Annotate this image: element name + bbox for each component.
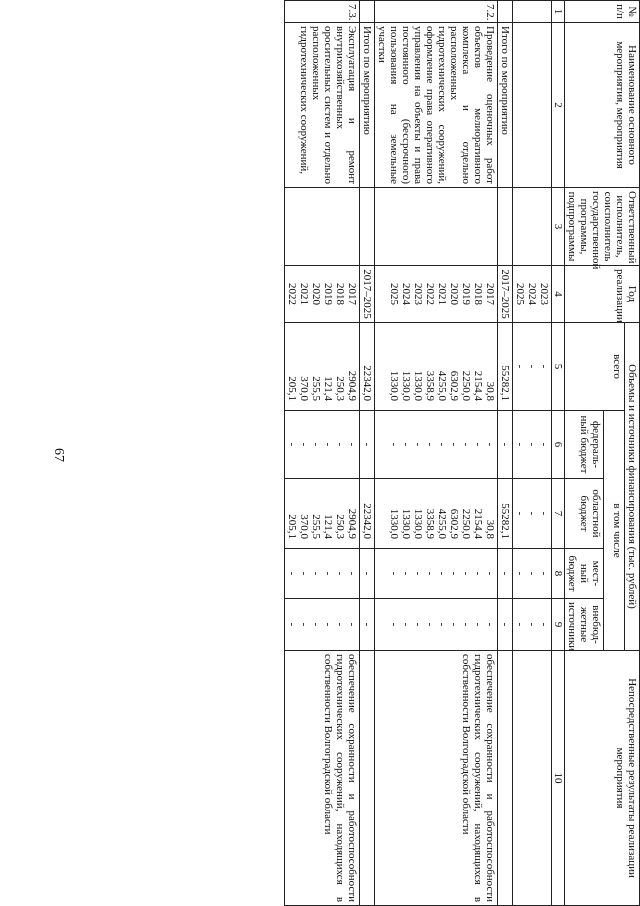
regional-values bbox=[375, 479, 498, 549]
cell-value: 3358,9 bbox=[424, 370, 436, 401]
federal-values bbox=[513, 411, 552, 479]
column-number: 3 bbox=[552, 188, 565, 266]
activity-name: Проведение оценочных работ объектов мелиоративного комплекса и отдельно расположенных гидротехнических сооружений, оформление права оперативного управления на объекты и права постоянного (бессрочного) пользования на земельные участки bbox=[375, 23, 498, 188]
total-label: Итого по мероприятию bbox=[360, 23, 375, 188]
local-values bbox=[513, 549, 552, 599]
cell-value: 3358,9 bbox=[424, 508, 436, 539]
cell-value: - bbox=[472, 622, 484, 627]
cell-value: 4255,0 bbox=[436, 508, 448, 539]
cell-value: - bbox=[538, 511, 550, 516]
activity-name: Эксплуатация и ремонт внутрихозяйственных оросительных систем и отдельно расположенных гидротехнических сооружений, bbox=[285, 23, 360, 188]
cell-value: - bbox=[436, 571, 448, 576]
header-responsible: Ответственный исполнитель, соисполнитель государственной программы, подпрограммы bbox=[565, 188, 640, 266]
cell-value: - bbox=[412, 571, 424, 576]
cell-value: 2019 bbox=[460, 283, 472, 305]
header-federal: федераль-ный бюджет bbox=[565, 411, 604, 479]
header-extrabudget: внебюд-жетные источники bbox=[565, 599, 604, 651]
cell-value: - bbox=[298, 442, 310, 447]
cell-value: 2154,4 bbox=[472, 508, 484, 539]
cell-value: - bbox=[334, 442, 346, 447]
cell-value: 2250,0 bbox=[460, 508, 472, 539]
cell-value: - bbox=[346, 622, 358, 627]
total-values bbox=[375, 323, 498, 411]
total-regional: 22342,0 bbox=[361, 503, 373, 539]
header-volumes: Объемы и источники финансирования (тыс. рублей) bbox=[625, 323, 640, 651]
cell-value: 2021 bbox=[436, 283, 448, 305]
cell-value: 2904,9 bbox=[346, 508, 358, 539]
cell-value: 1330,0 bbox=[400, 370, 412, 401]
cell-value: - bbox=[286, 571, 298, 576]
cell-value: - bbox=[484, 571, 496, 576]
cell-value: - bbox=[526, 442, 538, 447]
cell-value: 6302,9 bbox=[448, 508, 460, 539]
cell-value: 370,0 bbox=[298, 514, 310, 539]
cell-value: 30,8 bbox=[484, 519, 496, 539]
total-values bbox=[285, 323, 360, 411]
cell-value: - bbox=[514, 511, 526, 516]
header-local: мест-ный бюджет bbox=[565, 549, 604, 599]
cell-value: 2024 bbox=[526, 283, 538, 305]
header-regional: областной бюджет bbox=[565, 479, 604, 549]
cell-value: 2017 bbox=[484, 283, 496, 305]
column-number: 8 bbox=[552, 549, 565, 599]
cell-value: - bbox=[472, 571, 484, 576]
cell-value: 2022 bbox=[424, 283, 436, 305]
cell-value: 1330,0 bbox=[400, 508, 412, 539]
cell-value: - bbox=[538, 571, 550, 576]
cell-value: 2250,0 bbox=[460, 370, 472, 401]
total-sum: 22342,0 bbox=[361, 365, 373, 401]
cell-value: - bbox=[526, 364, 538, 369]
cell-value: - bbox=[346, 442, 358, 447]
cell-value: - bbox=[400, 622, 412, 627]
cell-value: 250,3 bbox=[334, 376, 346, 401]
cell-value: 2020 bbox=[448, 283, 460, 305]
cell-value: 1330,0 bbox=[388, 370, 400, 401]
page-number: 67 bbox=[51, 448, 66, 462]
column-number: 6 bbox=[552, 411, 565, 479]
year-list bbox=[285, 266, 360, 323]
cell-value: 30,8 bbox=[484, 381, 496, 401]
cell-value: 1330,0 bbox=[388, 508, 400, 539]
cell-value: - bbox=[322, 571, 334, 576]
cell-value: - bbox=[538, 364, 550, 369]
cell-value: 205,1 bbox=[286, 376, 298, 401]
cell-value: - bbox=[310, 622, 322, 627]
cell-value: 121,4 bbox=[322, 514, 334, 539]
local-values bbox=[375, 549, 498, 599]
regional-values bbox=[513, 479, 552, 549]
cell-value: - bbox=[424, 622, 436, 627]
cell-value: 1330,0 bbox=[412, 508, 424, 539]
total-extrabudget: - bbox=[498, 599, 513, 651]
cell-value: 205,1 bbox=[286, 514, 298, 539]
cell-value: 255,5 bbox=[310, 376, 322, 401]
extrabudget-values bbox=[513, 599, 552, 651]
row-number: 7.2. bbox=[375, 1, 498, 23]
cell-value: - bbox=[514, 364, 526, 369]
cell-value: 2018 bbox=[472, 283, 484, 305]
cell-value: 2024 bbox=[400, 283, 412, 305]
cell-value: - bbox=[448, 622, 460, 627]
regional-values bbox=[285, 479, 360, 549]
cell-value: - bbox=[388, 442, 400, 447]
local-values bbox=[285, 549, 360, 599]
column-number: 9 bbox=[552, 599, 565, 651]
cell-value: 2904,9 bbox=[346, 370, 358, 401]
cell-value: - bbox=[436, 442, 448, 447]
year-list bbox=[375, 266, 498, 323]
cell-value: - bbox=[538, 442, 550, 447]
total-local: - bbox=[360, 549, 375, 599]
cell-value: - bbox=[436, 622, 448, 627]
header-name: Наименование основного мероприятия, мероприятия bbox=[565, 23, 640, 188]
cell-value: 250,3 bbox=[334, 514, 346, 539]
cell-value: 2017 bbox=[346, 283, 358, 305]
result-text: обеспечение сохранности и работоспособности гидротехнических сооружений, находящихся в собственности Волгоградской области bbox=[375, 651, 498, 906]
cell-value: - bbox=[514, 622, 526, 627]
cell-value: - bbox=[448, 442, 460, 447]
total-federal: - bbox=[498, 411, 513, 479]
column-number: 2 bbox=[552, 23, 565, 188]
cell-value: - bbox=[448, 571, 460, 576]
result-text: обеспечение сохранности и работоспособности гидротехнических сооружений, находящихся в собственности Волгоградской области bbox=[285, 651, 360, 906]
cell-value: - bbox=[514, 442, 526, 447]
column-number: 5 bbox=[552, 323, 565, 411]
total-row bbox=[360, 1, 375, 906]
cell-value: - bbox=[526, 571, 538, 576]
cell-value: - bbox=[298, 622, 310, 627]
cell-value: - bbox=[310, 442, 322, 447]
cell-value: 2025 bbox=[388, 283, 400, 305]
header-year: Год реализации bbox=[565, 266, 640, 323]
cell-value: 4255,0 bbox=[436, 370, 448, 401]
total-regional: 55282,1 bbox=[499, 503, 511, 539]
column-number-row bbox=[552, 1, 565, 906]
year-list bbox=[513, 266, 552, 323]
cell-value: - bbox=[460, 442, 472, 447]
cell-value: 2021 bbox=[298, 283, 310, 305]
cell-value: - bbox=[334, 622, 346, 627]
header-total: всего bbox=[565, 323, 625, 411]
total-period: 2017–2025 bbox=[360, 266, 375, 323]
cell-value: 2018 bbox=[334, 283, 346, 305]
column-number: 4 bbox=[552, 266, 565, 323]
extrabudget-values bbox=[375, 599, 498, 651]
header-results: Непосредственные результаты реализации мероприятия bbox=[565, 651, 640, 906]
cell-value: - bbox=[322, 442, 334, 447]
cell-value: 2022 bbox=[286, 283, 298, 305]
cell-value: - bbox=[400, 442, 412, 447]
cell-value: 370,0 bbox=[298, 376, 310, 401]
column-number: 10 bbox=[552, 651, 565, 906]
budget-table bbox=[284, 0, 640, 906]
cell-value: - bbox=[286, 442, 298, 447]
cell-value: - bbox=[298, 571, 310, 576]
table-row bbox=[513, 1, 552, 906]
federal-values bbox=[285, 411, 360, 479]
cell-value: 2154,4 bbox=[472, 370, 484, 401]
cell-value: - bbox=[286, 622, 298, 627]
cell-value: - bbox=[526, 511, 538, 516]
total-period: 2017–2025 bbox=[498, 266, 513, 323]
cell-value: - bbox=[484, 442, 496, 447]
cell-value: 1330,0 bbox=[412, 370, 424, 401]
cell-value: - bbox=[346, 571, 358, 576]
cell-value: 255,5 bbox=[310, 514, 322, 539]
total-values bbox=[513, 323, 552, 411]
rotated-page bbox=[85, 0, 640, 905]
cell-value: 2023 bbox=[412, 283, 424, 305]
cell-value: - bbox=[334, 571, 346, 576]
table-row bbox=[285, 1, 360, 906]
cell-value: - bbox=[484, 622, 496, 627]
cell-value: 6302,9 bbox=[448, 370, 460, 401]
federal-values bbox=[375, 411, 498, 479]
column-number: 7 bbox=[552, 479, 565, 549]
cell-value: - bbox=[460, 571, 472, 576]
cell-value: - bbox=[400, 571, 412, 576]
cell-value: - bbox=[310, 571, 322, 576]
header-num: № п/п bbox=[565, 1, 640, 23]
extrabudget-values bbox=[285, 599, 360, 651]
cell-value: - bbox=[388, 571, 400, 576]
cell-value: - bbox=[526, 622, 538, 627]
table-row bbox=[375, 1, 498, 906]
total-sum: 55282,1 bbox=[499, 365, 511, 401]
cell-value: - bbox=[514, 571, 526, 576]
cell-value: - bbox=[412, 442, 424, 447]
cell-value: - bbox=[388, 622, 400, 627]
cell-value: - bbox=[538, 622, 550, 627]
cell-value: - bbox=[322, 622, 334, 627]
total-extrabudget: - bbox=[360, 599, 375, 651]
total-row bbox=[498, 1, 513, 906]
cell-value: - bbox=[472, 442, 484, 447]
total-label: Итого по мероприятию bbox=[498, 23, 513, 188]
cell-value: 2020 bbox=[310, 283, 322, 305]
header-including: в том числе bbox=[604, 411, 625, 651]
cell-value: - bbox=[424, 442, 436, 447]
cell-value: - bbox=[412, 622, 424, 627]
cell-value: 2025 bbox=[514, 283, 526, 305]
cell-value: - bbox=[424, 571, 436, 576]
column-number: 1 bbox=[552, 1, 565, 23]
row-number: 7.3. bbox=[285, 1, 360, 23]
cell-value: 121,4 bbox=[322, 376, 334, 401]
total-local: - bbox=[498, 549, 513, 599]
total-federal: - bbox=[360, 411, 375, 479]
cell-value: 2019 bbox=[322, 283, 334, 305]
cell-value: - bbox=[460, 622, 472, 627]
cell-value: 2023 bbox=[538, 283, 550, 305]
